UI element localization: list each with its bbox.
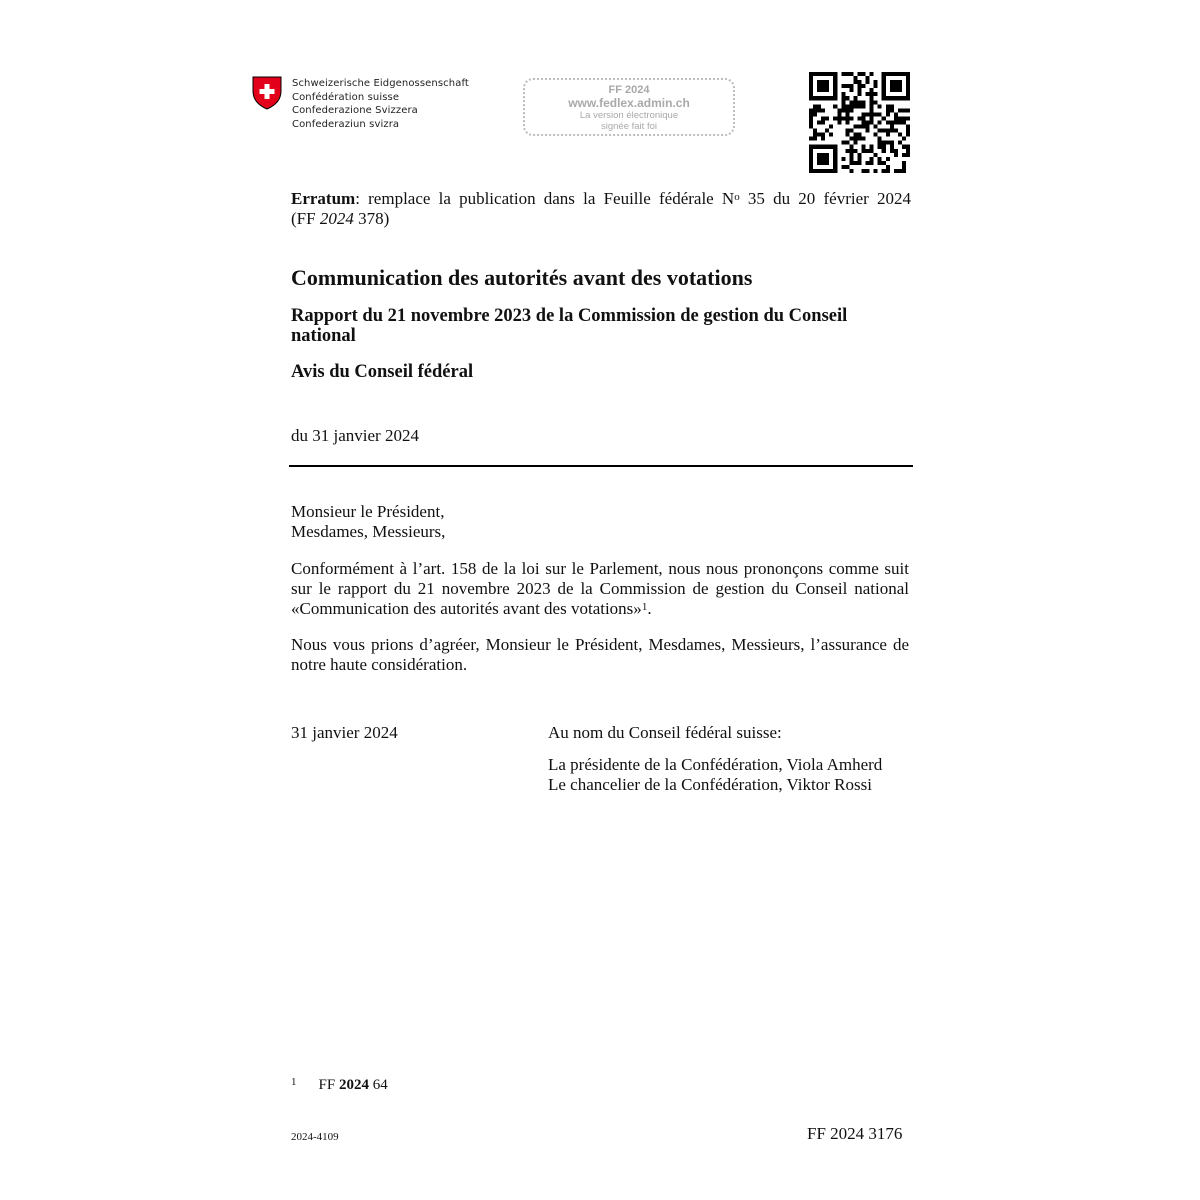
footnote — [291, 1077, 388, 1094]
signature-chancellor: Le chancelier de la Confédération, Viktor Rossi — [548, 775, 872, 794]
paragraph-1-text: Conformément à l’art. 158 de la loi sur le Parlement, nous nous prononçons comme suit sur le rapport du 21 novembre 2023 de la Commission de gestion du Conseil national «Communication des autorités avant des votations» — [291, 559, 909, 618]
document-subtitle-2: Avis du Conseil fédéral — [291, 362, 474, 382]
signature-date: 31 janvier 2024 — [291, 723, 398, 742]
confederation-names — [292, 77, 469, 131]
confederation-name-rm: Confederaziun svizra — [292, 118, 400, 130]
signature-block — [548, 723, 882, 795]
footnote-year: 2024 — [338, 1077, 369, 1093]
confederation-name-it: Confederazione Svizzera — [292, 105, 418, 116]
footnote-prefix: FF — [318, 1077, 339, 1093]
footnote-ref: 1 — [641, 601, 648, 613]
footnote-page: 64 — [368, 1077, 388, 1093]
erratum-label: Erratum — [291, 189, 356, 208]
salutation-line-2: Mesdames, Messieurs, — [291, 522, 446, 541]
stamp-ff: FF 2024 — [608, 84, 650, 96]
erratum-line2-year: 2024 — [319, 209, 354, 228]
document-date: du 31 janvier 2024 — [291, 426, 419, 445]
paragraph-1-end: . — [647, 599, 652, 618]
confederation-name-de: Schweizerische Eidgenossenschaft — [292, 78, 469, 89]
swiss-crest-icon — [252, 76, 282, 110]
salutation-line-1: Monsieur le Président, — [291, 502, 445, 521]
divider-rule — [289, 465, 913, 467]
qr-code-icon — [809, 72, 910, 173]
stamp-line3: La version électronique — [579, 110, 679, 121]
erratum-text2: 35 du 20 février 2024 — [739, 189, 911, 208]
signature-president: La présidente de la Confédération, Viola Amherd — [548, 755, 883, 774]
signature-on-behalf: Au nom du Conseil fédéral suisse: — [548, 723, 782, 742]
footnote-number: 1 — [291, 1076, 297, 1088]
salutation — [291, 502, 909, 542]
document-number: 2024-4109 — [291, 1131, 339, 1143]
erratum-notice — [291, 189, 911, 229]
page-reference: FF 2024 3176 — [807, 1124, 903, 1143]
document-title: Communication des autorités avant des votations — [291, 265, 753, 290]
document-subtitle: Rapport du 21 novembre 2023 de la Commission de gestion du Conseil national — [291, 306, 848, 346]
erratum-text: : remplace la publication dans la Feuille fédérale N — [355, 189, 735, 208]
confederation-name-fr: Confédération suisse — [292, 91, 400, 103]
erratum-line2-prefix: (FF — [291, 209, 320, 228]
paragraph-2: Nous vous prions d’agréer, Monsieur le Président, Mesdames, Messieurs, l’assurance de notre haute considération. — [291, 635, 909, 674]
erratum-no-sup: o — [734, 191, 740, 203]
paragraph-1 — [291, 559, 909, 619]
stamp-line4: signée fait foi — [601, 121, 657, 132]
erratum-line2-suffix: 378) — [353, 209, 390, 228]
electronic-signature-stamp — [523, 78, 735, 136]
stamp-url: www.fedlex.admin.ch — [568, 96, 690, 110]
